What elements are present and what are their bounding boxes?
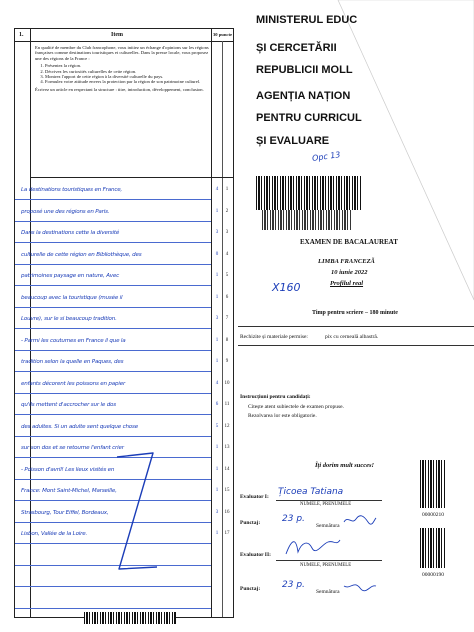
signature-2-label: Semnătura: [316, 589, 340, 595]
task-description: [35, 45, 215, 94]
score-row-number: 12: [224, 423, 230, 429]
handwritten-line: des adultes. Si un adulte sent quelque chose: [21, 423, 138, 430]
ruled-line: [15, 414, 211, 415]
ruled-line: [15, 586, 211, 587]
cancel-z-mark: [105, 449, 165, 579]
signature-1: [342, 514, 378, 526]
ruled-line: [15, 371, 211, 372]
column-number-header: 1.: [19, 32, 24, 38]
points-subcolumn-border: [222, 41, 223, 617]
score-row-number: 14: [224, 466, 230, 472]
score-mark: 1: [215, 294, 219, 300]
score-row-number: 5: [225, 273, 229, 278]
instruction-item: Rezolvarea lor este obligatorie.: [248, 413, 317, 419]
evaluator-2-barcode-number: 00000190: [422, 572, 444, 578]
instruction-item: Citește atent subiectele de examen propuse.: [248, 404, 344, 410]
score-row-number: 1: [225, 187, 229, 192]
score-mark: 1: [215, 359, 219, 364]
score-row-number: 16: [224, 509, 230, 515]
agency-line-2: PENTRU CURRICUL: [256, 112, 362, 124]
materials-divider: [238, 326, 474, 327]
ruled-line: [15, 199, 211, 200]
task-item: 3. Montrez l'apport de cette région à la diversité culturelle du pays.: [45, 74, 215, 79]
agency-line-3: ȘI EVALUARE: [256, 135, 330, 147]
score-mark: 4: [215, 380, 219, 386]
evaluator-1-barcode: [420, 460, 446, 508]
time-limit: Timp pentru scriere – 180 minute: [312, 310, 398, 316]
name-caption: NUMELE, PRENUMELE: [300, 563, 352, 568]
ruled-line: [15, 221, 211, 222]
ruled-line: [15, 328, 211, 329]
score-mark: 1: [215, 445, 219, 450]
column-points-header: 30 puncte: [213, 32, 233, 37]
task-outro: Écrivez un article en respectant la structure : titre, introduction, développement, conclusion.: [35, 86, 204, 92]
score-row-number: 4: [225, 251, 229, 257]
exam-profile: Profilul real: [330, 280, 364, 287]
ministry-line-2: ȘI CERCETĂRII: [256, 42, 337, 54]
signature-2: [342, 580, 378, 592]
handwritten-line: patrimoines paysage en nature, Avec: [21, 273, 119, 279]
score-mark: 1: [215, 208, 219, 214]
score-row-number: 10: [224, 380, 230, 386]
evaluator-1-label: Evaluator I:: [240, 494, 269, 500]
evaluator-2-name-line: [276, 560, 382, 561]
score-row-number: 8: [225, 337, 229, 343]
ruled-line: [15, 285, 211, 286]
handwritten-line: Lisbon, Vallée de la Loire.: [21, 531, 88, 537]
score-mark: 6: [215, 402, 219, 407]
ruled-line: [15, 608, 211, 609]
evaluator-1-name-line: [276, 500, 382, 501]
handwritten-line: Louvre), sur le si beaucoup tradition.: [21, 316, 117, 322]
number-column-border: [30, 29, 31, 617]
agency-line-1: AGENȚIA NAȚION: [256, 90, 351, 102]
task-list: [35, 63, 215, 85]
score-mark: 5: [215, 423, 219, 429]
task-item: 2. Décrivez les curiosités culturelles de cette région.: [45, 69, 215, 74]
score-row-number: 7: [225, 316, 229, 321]
task-item: 4. Formulez votre attitude envers la protection par la région de son patrimoine culturel.: [45, 79, 215, 84]
score-mark: 1: [215, 531, 219, 536]
ruled-line: [15, 264, 211, 265]
candidate-barcode-lower: [262, 210, 352, 230]
score-row-number: 11: [224, 402, 230, 407]
ruled-line: [15, 242, 211, 243]
score-mark: 0: [215, 251, 219, 257]
score-row-number: 9: [225, 359, 229, 364]
exam-date: 10 iunie 2022: [331, 269, 368, 276]
score-row-number: 17: [224, 531, 230, 536]
handwritten-line: culturelle de cette région en Bibliothèque, des: [21, 251, 142, 258]
evaluator-2-barcode: [420, 528, 446, 568]
evaluator-1-barcode-number: 00000210: [422, 512, 444, 518]
handwritten-line: Strasbourg, Tour Eiffel, Bordeaux,: [21, 509, 109, 516]
task-divider: [30, 177, 233, 178]
exam-title: EXAMEN DE BACALAUREAT: [300, 238, 398, 246]
signature-1-label: Semnătura: [316, 523, 340, 529]
header-divider: [15, 41, 233, 42]
handwritten-line: beaucoup avec la touristique (musée il: [21, 294, 123, 301]
materials-value: pix cu cerneală albastră.: [325, 334, 379, 340]
points-column-border: [211, 29, 212, 617]
score-row-number: 3: [225, 230, 229, 235]
task-item: 1. Présentez la région.: [45, 63, 215, 68]
handwritten-line: proposé une des régions en Paris.: [21, 208, 110, 215]
ruled-line: [15, 393, 211, 394]
answer-sheet: [14, 28, 234, 618]
score-row-number: 15: [224, 488, 230, 493]
handwritten-line: tradition selon la quelle en Paques, des: [21, 359, 124, 365]
score-row-number: 13: [224, 445, 230, 450]
points-2-value: 23 p.: [282, 580, 305, 590]
handwritten-line: qu'ils mettent d'accrocher sur le dos: [21, 402, 116, 408]
score-mark: 3: [215, 316, 219, 321]
column-item-header: Item: [111, 32, 123, 38]
score-mark: 1: [215, 466, 219, 472]
handwritten-line: enfants décorent les poissons en papier: [21, 380, 126, 387]
ruled-line: [15, 307, 211, 308]
points-1-label: Punctaj:: [240, 520, 261, 526]
task-intro: En qualité de membre du Club francophone, vous initiez un échange d'opinions sur les régions françaises comme destinations touristiques et culturelles. Dans la presse locale, vous proposez une des régions de la France :: [35, 45, 209, 61]
score-mark: 1: [215, 273, 219, 278]
subject: LIMBA FRANCEZĂ: [318, 258, 375, 265]
score-mark: 1: [215, 337, 219, 343]
handwritten-line: France: Mont Saint-Michel, Marseille,: [21, 488, 117, 494]
handwritten-line: La destinations touristiques en France,: [21, 187, 123, 193]
stamp-code: Opc 13: [311, 150, 341, 163]
handwritten-line: Dans la destinations cette la diversité: [21, 230, 120, 236]
bottom-barcode: [84, 612, 176, 624]
score-mark: 4: [215, 187, 219, 192]
good-luck-wish: Îți dorim mult succes!: [315, 462, 375, 469]
evaluator-1-name: Țicoea Tatiana: [278, 487, 344, 497]
handwritten-code: X160: [272, 281, 301, 294]
instructions-title: Instrucțiuni pentru candidați:: [240, 394, 311, 400]
ruled-line: [15, 350, 211, 351]
name-caption: NUMELE, PRENUMELE: [300, 502, 352, 507]
evaluator-2-label: Evaluator II:: [240, 552, 271, 558]
score-row-number: 2: [225, 208, 229, 214]
points-2-label: Punctaj:: [240, 586, 261, 592]
ruled-line: [15, 436, 211, 437]
materials-divider-bottom: [238, 345, 474, 346]
materials-label: Rechizite și materiale permise:: [240, 334, 308, 340]
evaluator-2-signature-name: [282, 536, 342, 558]
handwritten-line: sur son dos et se retourne l'enfant crier: [21, 445, 124, 451]
ministry-line-3: REPUBLICII MOLL: [256, 64, 353, 76]
points-1-value: 23 p.: [282, 514, 305, 524]
score-mark: 3: [215, 509, 219, 515]
handwritten-line: - Parmi les coutumes en France il que la: [21, 337, 126, 344]
score-mark: 3: [215, 230, 219, 235]
score-row-number: 6: [225, 294, 229, 300]
candidate-barcode: [256, 176, 362, 210]
ministry-line-1: MINISTERUL EDUC: [256, 14, 358, 26]
score-mark: 1: [215, 488, 219, 493]
handwritten-line: - Poisson d'avril! Les lieux visités en: [21, 466, 115, 473]
